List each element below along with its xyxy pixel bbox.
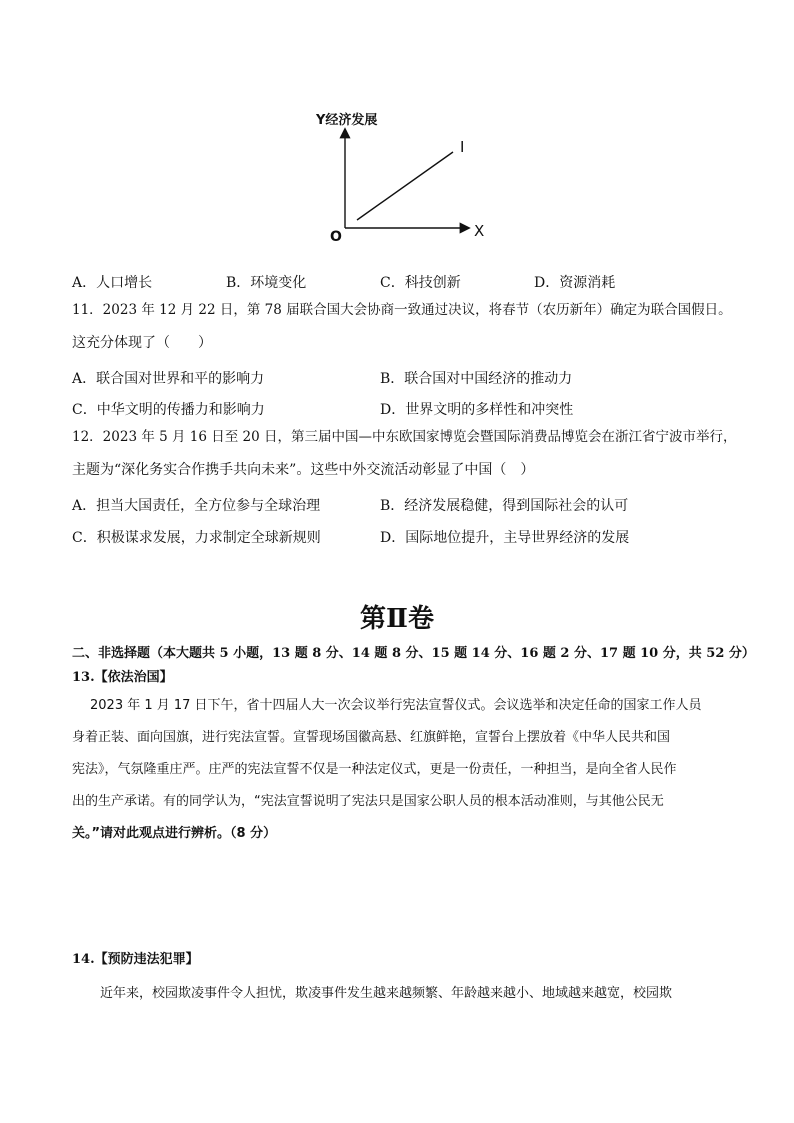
part2-instructions: 二、非选择题（本大题共 5 小题，13 题 8 分、14 题 8 分、15 题 14 分、16 题 2 分、17 题 10 分，共 52 分） <box>72 646 755 661</box>
q10-option-a: A．人口增长 <box>72 275 153 291</box>
q12-stem-line2: 主题为“深化务实合作携手共向未来”。这些中外交流活动彰显了中国（ ） <box>72 462 535 478</box>
q14-heading: 14.【预防违法犯罪】 <box>72 952 199 967</box>
q13-line: 出的生产承诺。有的同学认为，“宪法宣誓说明了宪法只是国家公职人员的根本活动准则，与其他公民无 <box>72 794 664 809</box>
part2-title: 第Ⅱ卷 <box>360 604 434 634</box>
q11-option-d: D．世界文明的多样性和冲突性 <box>380 402 574 418</box>
q12-option-d: D．国际地位提升，主导世界经济的发展 <box>380 530 630 546</box>
q10-option-c: C．科技创新 <box>380 275 461 291</box>
q13-line: 关。”请对此观点进行辨析。（8 分） <box>72 826 277 841</box>
q13-heading: 13.【依法治国】 <box>72 670 173 685</box>
q11-stem-line2: 这充分体现了（ ） <box>72 335 212 351</box>
q10-option-d: D．资源消耗 <box>534 275 616 291</box>
q11-option-a: A．联合国对世界和平的影响力 <box>72 371 265 387</box>
q13-line: 宪法》，气氛隆重庄严。庄严的宪法宣誓不仅是一种法定仪式，更是一份责任，一种担当，是向全省人民作 <box>72 762 677 777</box>
q12-stem-line1: 12．2023 年 5 月 16 日至 20 日，第三届中国—中东欧国家博览会暨国际消费品博览会在浙江省宁波市举行， <box>72 429 737 445</box>
q14-line1: 近年来，校园欺凌事件令人担忧，欺凌事件发生越来越频繁、年龄越来越小、地域越来越宽，校园欺 <box>100 986 673 1001</box>
origin-label: O <box>330 229 342 244</box>
q13-line: 2023 年 1 月 17 日下午，省十四届人大一次会议举行宪法宣誓仪式。会议选举和决定任命的国家工作人员 <box>90 698 702 713</box>
line-label: I <box>460 138 465 156</box>
q11-stem-line1: 11．2023 年 12 月 22 日，第 78 届联合国大会协商一致通过决议，将春节（农历新年）确定为联合国假日。 <box>72 302 732 318</box>
q12-option-a: A．担当大国责任，全方位参与全球治理 <box>72 498 321 514</box>
q11-option-c: C．中华文明的传播力和影响力 <box>72 402 265 418</box>
x-axis-label: X <box>474 222 485 240</box>
q12-option-c: C．积极谋求发展，力求制定全球新规则 <box>72 530 321 546</box>
trend-line <box>357 152 453 220</box>
q10-option-b: B．环境变化 <box>226 275 307 291</box>
y-axis-label: Y经济发展 <box>316 113 378 128</box>
q11-option-b: B．联合国对中国经济的推动力 <box>380 371 573 387</box>
economy-diagram <box>300 104 500 244</box>
q12-option-b: B．经济发展稳健，得到国际社会的认可 <box>380 498 629 514</box>
q13-line: 身着正装、面向国旗，进行宪法宣誓。宣誓现场国徽高悬、红旗鲜艳，宣誓台上摆放着《中华人民共和国 <box>72 730 671 745</box>
